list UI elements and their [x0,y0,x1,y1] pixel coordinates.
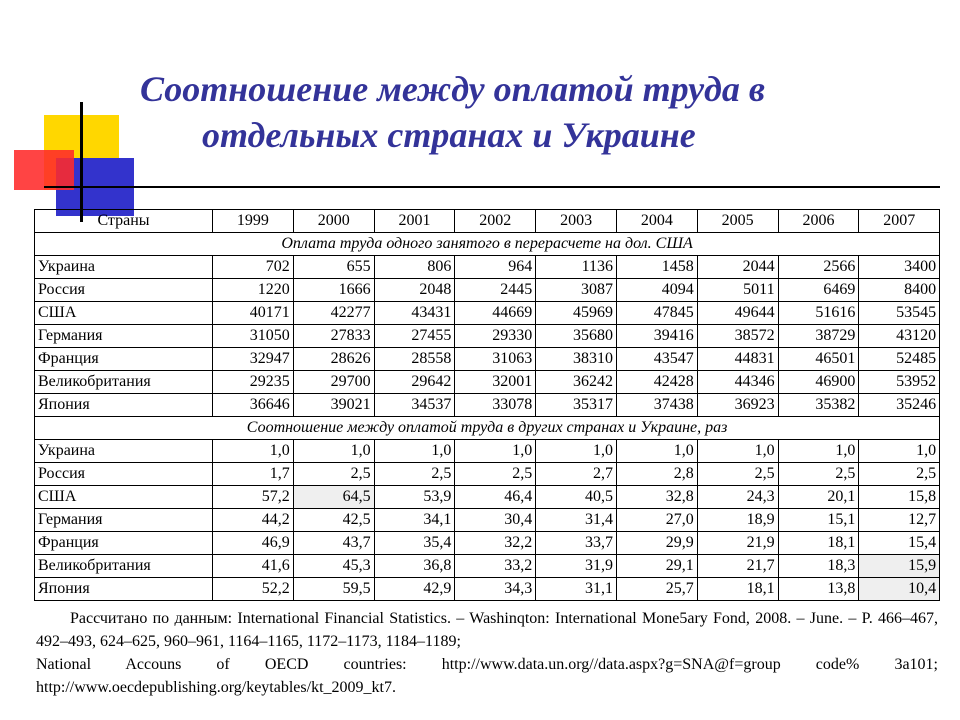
value-cell: 46501 [778,348,859,371]
value-cell: 44,2 [213,509,294,532]
value-cell: 1,0 [697,440,778,463]
value-cell: 33078 [455,394,536,417]
value-cell: 35680 [536,325,617,348]
country-cell: Украина [35,440,213,463]
country-cell: Украина [35,256,213,279]
value-cell: 27833 [293,325,374,348]
value-cell: 655 [293,256,374,279]
value-cell: 32,2 [455,532,536,555]
country-cell: Франция [35,532,213,555]
value-cell: 29,1 [616,555,697,578]
value-cell: 29,9 [616,532,697,555]
decor-horizontal-line [44,186,940,188]
value-cell: 2,7 [536,463,617,486]
country-cell: Япония [35,578,213,601]
wage-comparison-table [34,209,940,601]
country-cell: Россия [35,279,213,302]
value-cell: 30,4 [455,509,536,532]
country-cell: Великобритания [35,555,213,578]
value-cell: 45,3 [293,555,374,578]
value-cell: 27455 [374,325,455,348]
value-cell: 44346 [697,371,778,394]
value-cell: 31050 [213,325,294,348]
section1-title: Оплата труда одного занятого в перерасчете на дол. США [35,233,940,256]
value-cell: 1,0 [859,440,940,463]
value-cell: 43,7 [293,532,374,555]
value-cell: 1,0 [455,440,536,463]
header-year: 2006 [778,210,859,233]
table-row [35,555,940,578]
value-cell: 57,2 [213,486,294,509]
value-cell: 31063 [455,348,536,371]
table-row [35,371,940,394]
value-cell: 2,5 [374,463,455,486]
table-row [35,325,940,348]
header-year: 2005 [697,210,778,233]
value-cell: 34537 [374,394,455,417]
table-row [35,348,940,371]
value-cell: 2,5 [778,463,859,486]
value-cell: 34,3 [455,578,536,601]
country-cell: Япония [35,394,213,417]
value-cell: 28626 [293,348,374,371]
header-year: 2002 [455,210,536,233]
value-cell: 12,7 [859,509,940,532]
section1-row [35,233,940,256]
value-cell: 18,1 [778,532,859,555]
value-cell: 42,9 [374,578,455,601]
country-cell: Франция [35,348,213,371]
country-cell: США [35,486,213,509]
value-cell: 53,9 [374,486,455,509]
value-cell: 45969 [536,302,617,325]
value-cell: 1,7 [213,463,294,486]
country-cell: Германия [35,325,213,348]
value-cell: 39021 [293,394,374,417]
section2-title: Соотношение между оплатой труда в других странах и Украине, раз [35,417,940,440]
slide-title [140,66,930,158]
value-cell: 31,4 [536,509,617,532]
value-cell: 35382 [778,394,859,417]
value-cell: 36242 [536,371,617,394]
table-row [35,394,940,417]
table-row [35,486,940,509]
value-cell: 28558 [374,348,455,371]
header-countries: Страны [35,210,213,233]
header-year: 2004 [616,210,697,233]
value-cell: 46,9 [213,532,294,555]
value-cell: 52485 [859,348,940,371]
value-cell: 64,5 [293,486,374,509]
table-row [35,279,940,302]
value-cell: 46,4 [455,486,536,509]
value-cell: 36646 [213,394,294,417]
value-cell: 43120 [859,325,940,348]
header-year: 1999 [213,210,294,233]
value-cell: 32,8 [616,486,697,509]
table-row [35,256,940,279]
value-cell: 42428 [616,371,697,394]
section2-row [35,417,940,440]
value-cell: 27,0 [616,509,697,532]
value-cell: 4094 [616,279,697,302]
country-cell: Великобритания [35,371,213,394]
value-cell: 10,4 [859,578,940,601]
table-header-row [35,210,940,233]
value-cell: 1666 [293,279,374,302]
table-row [35,532,940,555]
value-cell: 42,5 [293,509,374,532]
value-cell: 2,5 [455,463,536,486]
value-cell: 5011 [697,279,778,302]
value-cell: 36923 [697,394,778,417]
value-cell: 25,7 [616,578,697,601]
header-year: 2007 [859,210,940,233]
value-cell: 39416 [616,325,697,348]
value-cell: 49644 [697,302,778,325]
table-row [35,302,940,325]
decor-vertical-line [80,102,83,222]
table-row [35,509,940,532]
value-cell: 2,8 [616,463,697,486]
value-cell: 1,0 [778,440,859,463]
country-cell: Россия [35,463,213,486]
value-cell: 29642 [374,371,455,394]
country-cell: Германия [35,509,213,532]
value-cell: 51616 [778,302,859,325]
value-cell: 2,5 [293,463,374,486]
value-cell: 3400 [859,256,940,279]
value-cell: 29330 [455,325,536,348]
slide-title-line2: отдельных странах и Украине [202,115,696,155]
value-cell: 2044 [697,256,778,279]
value-cell: 38729 [778,325,859,348]
value-cell: 35317 [536,394,617,417]
value-cell: 35246 [859,394,940,417]
header-year: 2001 [374,210,455,233]
country-cell: США [35,302,213,325]
value-cell: 33,2 [455,555,536,578]
value-cell: 44669 [455,302,536,325]
value-cell: 6469 [778,279,859,302]
value-cell: 18,9 [697,509,778,532]
value-cell: 1136 [536,256,617,279]
value-cell: 18,3 [778,555,859,578]
value-cell: 36,8 [374,555,455,578]
value-cell: 43431 [374,302,455,325]
header-year: 2003 [536,210,617,233]
value-cell: 15,4 [859,532,940,555]
value-cell: 32947 [213,348,294,371]
value-cell: 1220 [213,279,294,302]
value-cell: 43547 [616,348,697,371]
value-cell: 31,9 [536,555,617,578]
value-cell: 2445 [455,279,536,302]
value-cell: 34,1 [374,509,455,532]
value-cell: 38572 [697,325,778,348]
value-cell: 38310 [536,348,617,371]
table-row [35,463,940,486]
value-cell: 53545 [859,302,940,325]
value-cell: 18,1 [697,578,778,601]
value-cell: 1,0 [374,440,455,463]
value-cell: 21,7 [697,555,778,578]
value-cell: 35,4 [374,532,455,555]
value-cell: 33,7 [536,532,617,555]
value-cell: 1458 [616,256,697,279]
value-cell: 1,0 [536,440,617,463]
value-cell: 32001 [455,371,536,394]
value-cell: 1,0 [293,440,374,463]
value-cell: 46900 [778,371,859,394]
value-cell: 29235 [213,371,294,394]
value-cell: 21,9 [697,532,778,555]
source-note [36,607,938,699]
value-cell: 24,3 [697,486,778,509]
value-cell: 2048 [374,279,455,302]
header-year: 2000 [293,210,374,233]
value-cell: 31,1 [536,578,617,601]
value-cell: 37438 [616,394,697,417]
source-note-p1: Рассчитано по данным: International Financial Statistics. – Washinqton: International Mone5ary Fond, 2008. – June. – P. 466–467, 492–493, 624–625, 960–961, 1164–1165, 1172–1173, 1184–1189; [36,610,938,650]
value-cell: 2566 [778,256,859,279]
value-cell: 44831 [697,348,778,371]
value-cell: 40,5 [536,486,617,509]
value-cell: 15,1 [778,509,859,532]
decor-red-square [14,150,74,190]
table-row [35,578,940,601]
value-cell: 42277 [293,302,374,325]
value-cell: 47845 [616,302,697,325]
value-cell: 1,0 [213,440,294,463]
value-cell: 15,9 [859,555,940,578]
value-cell: 29700 [293,371,374,394]
value-cell: 8400 [859,279,940,302]
value-cell: 3087 [536,279,617,302]
source-note-p2: National Accouns of OECD countries: http://www.data.un.org//data.aspx?g=SNA@f=group code% 3a101; http://www.oecdepublishing.org/keytables/kt_2009_kt7. [36,656,938,696]
value-cell: 41,6 [213,555,294,578]
value-cell: 702 [213,256,294,279]
table-row [35,440,940,463]
value-cell: 20,1 [778,486,859,509]
value-cell: 52,2 [213,578,294,601]
value-cell: 15,8 [859,486,940,509]
value-cell: 964 [455,256,536,279]
value-cell: 1,0 [616,440,697,463]
slide-title-line1: Соотношение между оплатой труда в [140,69,765,109]
value-cell: 806 [374,256,455,279]
value-cell: 2,5 [859,463,940,486]
value-cell: 40171 [213,302,294,325]
value-cell: 59,5 [293,578,374,601]
value-cell: 13,8 [778,578,859,601]
value-cell: 53952 [859,371,940,394]
table-body [35,210,940,601]
value-cell: 2,5 [697,463,778,486]
